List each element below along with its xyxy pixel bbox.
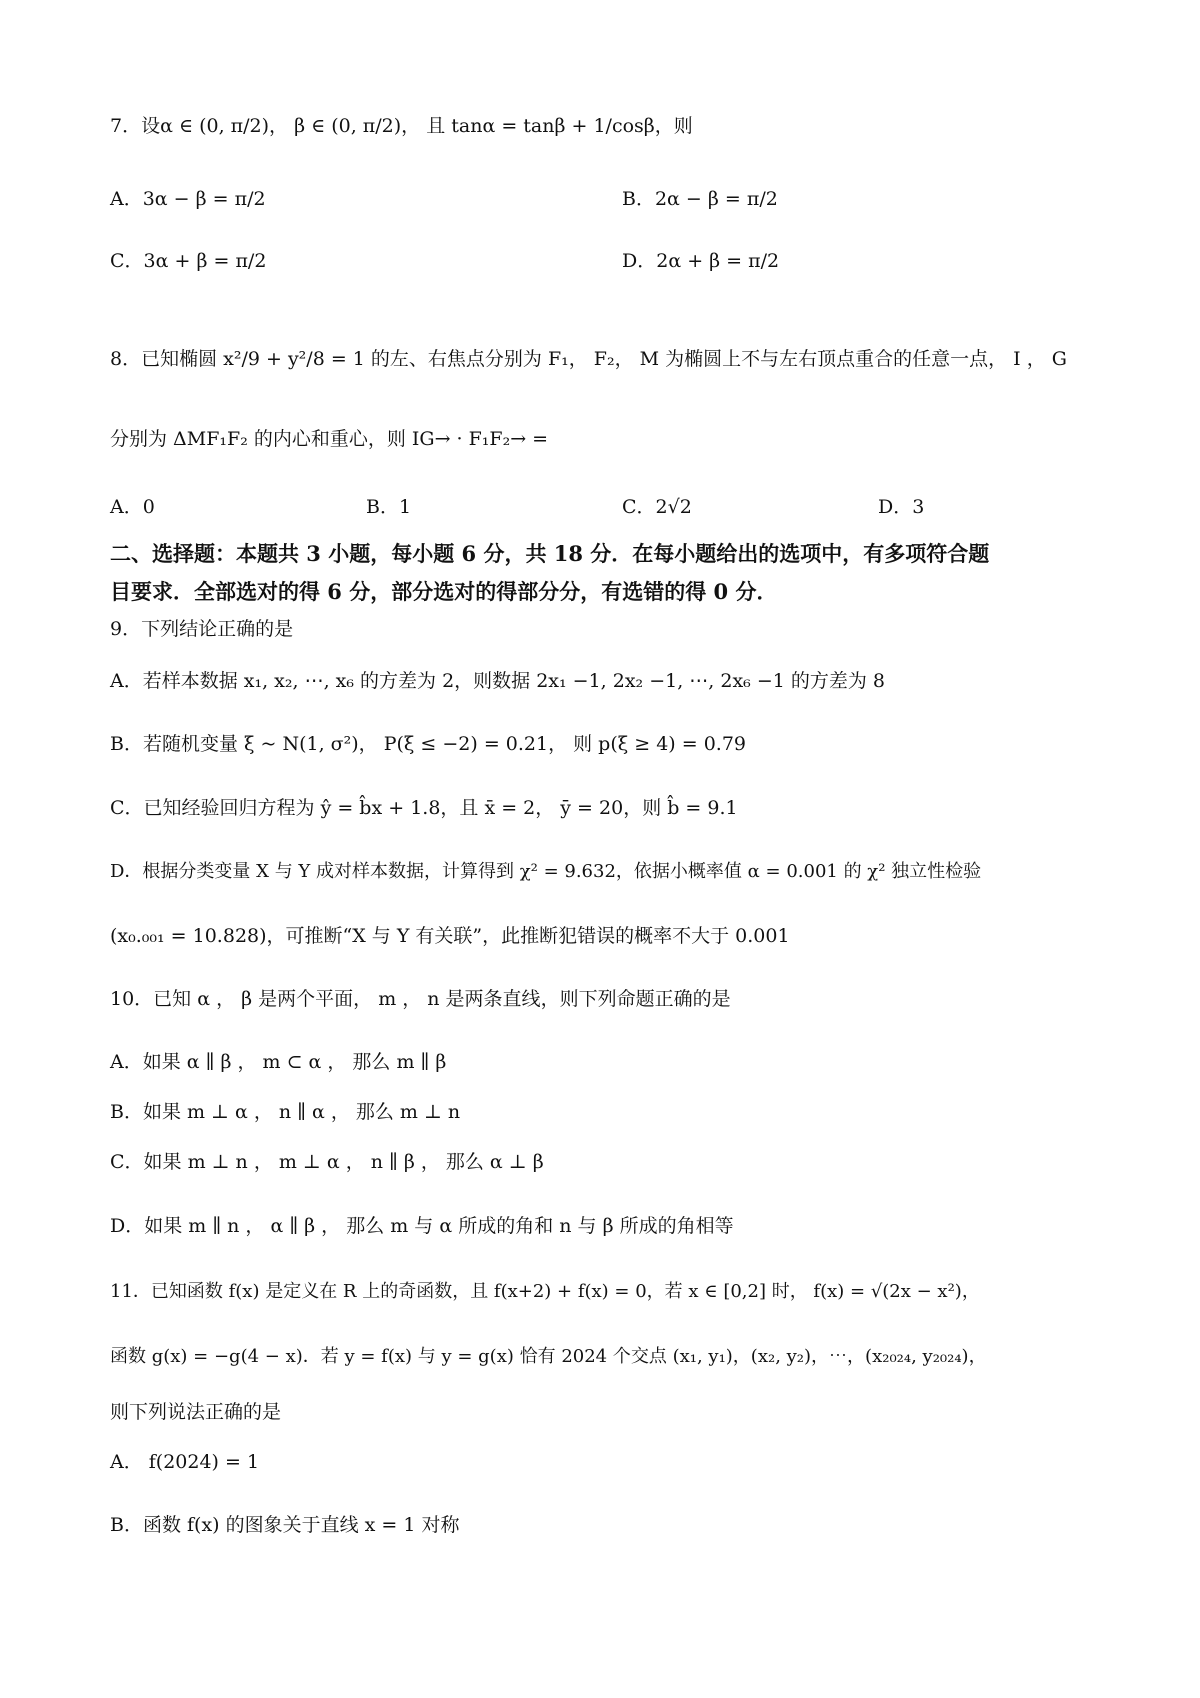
q11-stem-line3: 则下列说法正确的是 (110, 1401, 282, 1423)
q10-option-d: D．如果 m ∥ n ， α ∥ β ， 那么 m 与 α 所成的角和 n 与 β 所成的角相等 (110, 1215, 734, 1237)
q10-option-b: B．如果 m ⊥ α ， n ∥ α ， 那么 m ⊥ n (110, 1101, 461, 1123)
q11-option-a: A． f(2024) = 1 (110, 1451, 260, 1473)
q9-stem: 9．下列结论正确的是 (110, 618, 294, 640)
q8-option-c: C．2√2 (622, 496, 692, 518)
q7-option-c: C．3α + β = π/2 (110, 250, 267, 272)
q11-option-b: B．函数 f(x) 的图象关于直线 x = 1 对称 (110, 1514, 460, 1536)
q8-stem-line1: 8．已知椭圆 x²/9 + y²/8 = 1 的左、右焦点分别为 F₁， F₂， M 为椭圆上不与左右顶点重合的任意一点， I ， G (110, 348, 1067, 370)
q10-option-a: A．如果 α ∥ β ， m ⊂ α ， 那么 m ∥ β (110, 1051, 447, 1073)
q11-stem-line1: 11．已知函数 f(x) 是定义在 R 上的奇函数，且 f(x+2) + f(x) = 0，若 x ∈ [0,2] 时， f(x) = √(2x − x²)， (110, 1281, 980, 1302)
q9-option-b: B．若随机变量 ξ ~ N(1, σ²)， P(ξ ≤ −2) = 0.21， 则 p(ξ ≥ 4) = 0.79 (110, 733, 747, 755)
q7-option-d: D．2α + β = π/2 (622, 250, 780, 272)
q7-stem: 7．设α ∈ (0, π/2)， β ∈ (0, π/2)， 且 tanα = tanβ + 1/cosβ，则 (110, 115, 693, 137)
q10-option-c: C．如果 m ⊥ n ， m ⊥ α ， n ∥ β ， 那么 α ⊥ β (110, 1151, 544, 1173)
q10-stem: 10．已知 α ， β 是两个平面， m ， n 是两条直线，则下列命题正确的是 (110, 988, 731, 1010)
section2-heading-line2: 目要求．全部选对的得 6 分，部分选对的得部分分，有选错的得 0 分． (110, 579, 778, 604)
q9-option-d-line2: (x₀.₀₀₁ = 10.828)，可推断“X 与 Y 有关联”，此推断犯错误的概率不大于 0.001 (110, 925, 790, 947)
q8-option-d: D．3 (878, 496, 925, 518)
q7-option-b: B．2α − β = π/2 (622, 188, 778, 210)
q8-stem-line2: 分别为 ΔMF₁F₂ 的内心和重心，则 IG→ · F₁F₂→ = (110, 428, 549, 450)
q9-option-c: C．已知经验回归方程为 ŷ = b̂x + 1.8，且 x̄ = 2， ȳ = 20，则 b̂ = 9.1 (110, 797, 738, 819)
q8-option-b: B．1 (366, 496, 412, 518)
q7-option-a: A．3α − β = π/2 (110, 188, 266, 210)
q9-option-d-line1: D．根据分类变量 X 与 Y 成对样本数据，计算得到 χ² = 9.632，依据小概率值 α = 0.001 的 χ² 独立性检验 (110, 861, 982, 882)
q11-stem-line2: 函数 g(x) = −g(4 − x)．若 y = f(x) 与 y = g(x) 恰有 2024 个交点 (x₁, y₁)，(x₂, y₂)，⋯，(x₂₀₂₄, y₂₀₂₄)， (110, 1346, 987, 1367)
section2-heading-line1: 二、选择题：本题共 3 小题，每小题 6 分，共 18 分．在每小题给出的选项中，有多项符合题 (110, 541, 990, 566)
q8-option-a: A．0 (110, 496, 155, 518)
q9-option-a: A．若样本数据 x₁, x₂, ⋯, x₆ 的方差为 2，则数据 2x₁ −1, 2x₂ −1, ⋯, 2x₆ −1 的方差为 8 (110, 670, 886, 692)
